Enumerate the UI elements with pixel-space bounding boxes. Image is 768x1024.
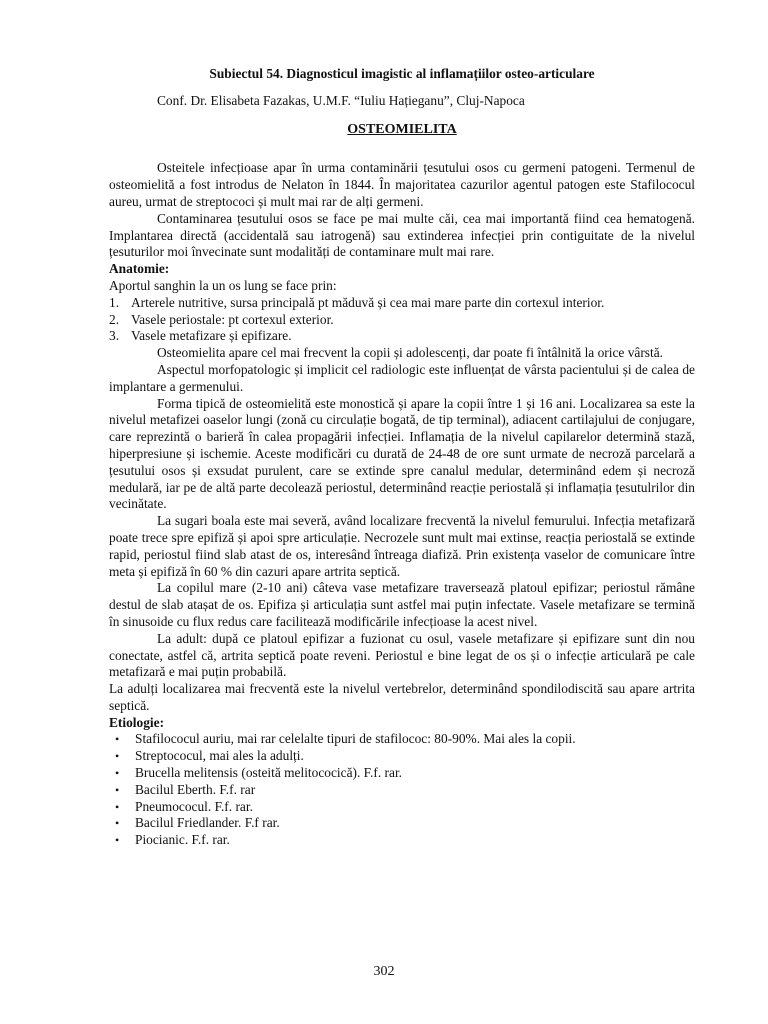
bullet-icon: • bbox=[115, 766, 120, 781]
bullet-icon: • bbox=[115, 732, 120, 747]
page-number: 302 bbox=[373, 964, 395, 979]
etiology-list-item bbox=[109, 748, 695, 765]
body-paragraph: La adult: după ce platoul epifizar a fuzionat cu osul, vasele metafizare și epifizare sunt din nou conectate, astfel că, artrita septică poate reveni. Periostul e bine legat de os și o infecție articulară pe cale metafizară e mai puțin probabilă. bbox=[109, 630, 695, 680]
anatomy-list-item bbox=[109, 328, 695, 345]
etiology-list-item bbox=[109, 782, 695, 799]
etiology-list-item bbox=[109, 765, 695, 782]
list-text: Stafilococul auriu, mai rar celelalte tipuri de stafilococ: 80-90%. Mai ales la copii. bbox=[135, 731, 576, 747]
bullet-icon: • bbox=[115, 749, 120, 764]
etiology-list bbox=[109, 731, 695, 849]
list-text: Vasele metafizare și epifizare. bbox=[131, 328, 292, 344]
anatomy-lead: Aportul sanghin la un os lung se face prin: bbox=[109, 277, 337, 293]
anatomy-list-item bbox=[109, 312, 695, 329]
body-paragraph: Osteomielita apare cel mai frecvent la copii și adolescenți, dar poate fi întâlnită la orice vârstă. bbox=[157, 345, 664, 361]
body-paragraph: Forma tipică de osteomielită este monostică și apare la copii între 1 și 16 ani. Localizarea sa este la nivelul metafizei oaselor lungi (zonă cu circulație bogată, de tip terminal), adiacent cartilajului de conjugare, care reprezintă o barieră în calea propagării infecției. Inflamația de la nivelul capilarelor determină stază, hiperpresiune și ischemie. Aceste modificări cu durată de 24-48 de ore sunt urmate de necroză parcelară a țesutului osos și exsudat purulent, care se extinde spre canalul medular, determinând edem și necroză medulară, iar pe de altă parte decolează periostul, determinând reacție periostală și inflamația țesutulrilor din vecinătate. bbox=[109, 395, 695, 512]
list-number: 2. bbox=[109, 311, 120, 327]
document-title: Subiectul 54. Diagnosticul imagistic al inflamațiilor osteo-articulare bbox=[209, 66, 595, 81]
list-text: Piocianic. F.f. rar. bbox=[135, 832, 230, 848]
page-content bbox=[109, 66, 695, 849]
etiology-list-item bbox=[109, 799, 695, 816]
intro-paragraph: Osteitele infecțioase apar în urma contaminării țesutului osos cu germeni patogeni. Termenul de osteomielită a fost introdus de Nelaton în 1844. În majoritatea cazurilor agentul patogen este Stafilococul aureu, urmat de streptococi și mult mai rar de alți germeni. bbox=[109, 160, 695, 209]
body-paragraph: La copilul mare (2-10 ani) câteva vase metafizare traversează platoul epifizar; periostul rămâne destul de slab atașat de os. Epifiza și articulația sunt astfel mai puțin infectate. Vasele metafizare se termină în sinusoide cu flux redus care facilitează modificările infecțioase la acest nivel. bbox=[109, 580, 695, 629]
body-paragraph: La adulți localizarea mai frecventă este la nivelul vertebrelor, determinând spondilodiscită sau apare artrita septică. bbox=[109, 681, 695, 713]
list-text: Streptococul, mai ales la adulți. bbox=[135, 748, 304, 764]
intro-paragraph: Contaminarea țesutului osos se face pe mai multe căi, cea mai importantă fiind cea hematogenă. Implantarea directă (accidentală sau iatrogenă) sau extinderea infecției prin contiguitate de la nivelul țesuturilor moi învecinate sunt modalități de contaminare mult mai rare. bbox=[109, 210, 695, 260]
list-text: Brucella melitensis (osteită melitococică). F.f. rar. bbox=[135, 765, 403, 781]
etiology-list-item bbox=[109, 815, 695, 832]
etiology-list-item bbox=[109, 731, 695, 748]
anatomy-list bbox=[109, 295, 695, 345]
section-title: OSTEOMIELITA bbox=[347, 121, 457, 137]
etiology-heading: Etiologie: bbox=[109, 714, 165, 730]
list-text: Arterele nutritive, sursa principală pt măduvă și cea mai mare parte din cortexul interior. bbox=[131, 294, 605, 310]
bullet-icon: • bbox=[115, 782, 120, 797]
list-number: 3. bbox=[109, 328, 120, 344]
bullet-icon: • bbox=[115, 816, 120, 831]
list-text: Bacilul Friedlander. F.f rar. bbox=[135, 815, 280, 831]
list-text: Vasele periostale: pt cortexul exterior. bbox=[131, 311, 334, 327]
bullet-icon: • bbox=[115, 833, 120, 848]
author-line: Conf. Dr. Elisabeta Fazakas, U.M.F. “Iuliu Hațieganu”, Cluj-Napoca bbox=[157, 92, 525, 108]
anatomy-list-item bbox=[109, 295, 695, 312]
body-paragraph: Aspectul morfopatologic și implicit cel radiologic este influențat de vârsta pacientului și de calea de implantare a germenului. bbox=[109, 361, 695, 394]
anatomy-heading: Anatomie: bbox=[109, 261, 170, 277]
bullet-icon: • bbox=[115, 799, 120, 814]
list-text: Bacilul Eberth. F.f. rar bbox=[135, 781, 256, 797]
body-paragraph: La sugari boala este mai severă, având localizare frecventă la nivelul femurului. Infecția metafizară poate trece spre epifiză și apoi spre articulație. Necrozele sunt mult mai extinse, reacția periostală se extinde rapid, periostul fiind slab atast de os, interesând întreaga diafiză. Prin existența vaselor de comunicare între meta și epifiză în 60 % din cazuri apare artrita septică. bbox=[109, 513, 695, 579]
etiology-list-item bbox=[109, 832, 695, 849]
list-text: Pneumococul. F.f. rar. bbox=[135, 798, 253, 814]
list-number: 1. bbox=[109, 294, 120, 310]
